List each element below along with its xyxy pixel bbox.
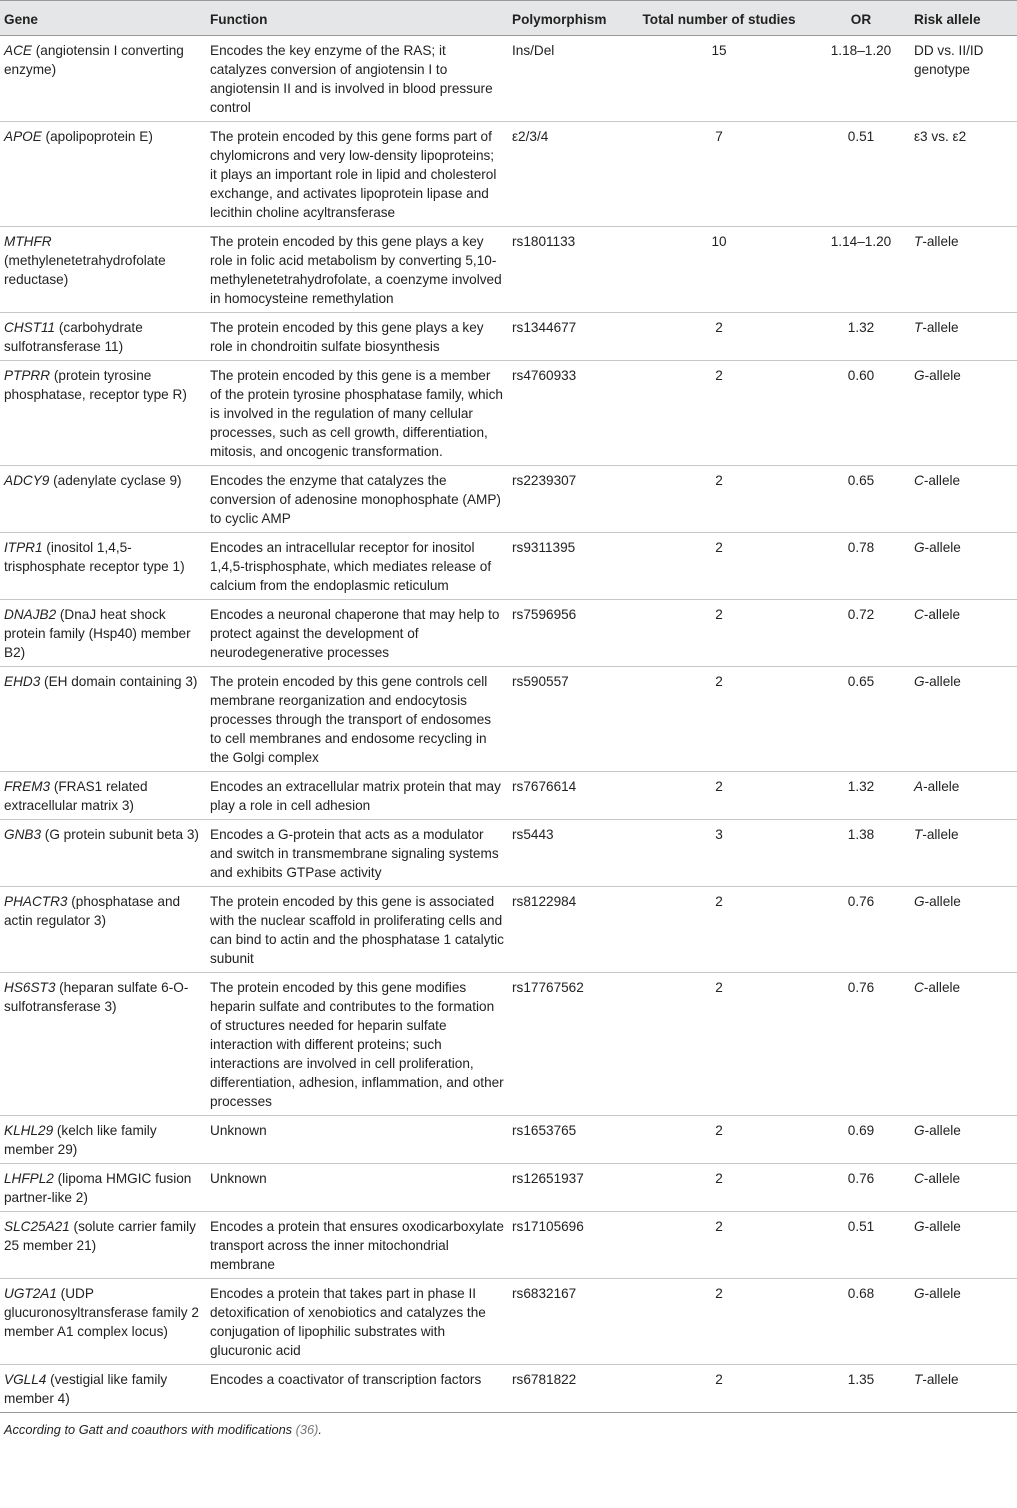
polymorphism-cell bbox=[508, 772, 626, 820]
gene-name: (vestigial like family member 4) bbox=[4, 1372, 168, 1406]
polymorphism-text: rs1801133 bbox=[512, 234, 576, 249]
table-row bbox=[0, 36, 1017, 122]
header-or: OR bbox=[812, 1, 910, 36]
risk-allele-text: -allele bbox=[922, 1372, 959, 1387]
polymorphism-cell bbox=[508, 122, 626, 227]
polymorphism-text: ε2/3/4 bbox=[512, 129, 549, 144]
gene-symbol: SLC25A21 bbox=[4, 1219, 70, 1234]
table-header-row bbox=[0, 1, 1017, 36]
function-text: The protein encoded by this gene controls cell membrane reorganization and endocytosis processes through the transport of endosomes to cell membranes and endosome recycling in the Golgi complex bbox=[210, 674, 492, 765]
risk-allele-text: -allele bbox=[922, 827, 959, 842]
table-row bbox=[0, 820, 1017, 887]
function-cell bbox=[206, 1279, 508, 1365]
risk-allele-letter: C bbox=[914, 1171, 924, 1186]
risk-allele-text: -allele bbox=[924, 540, 961, 555]
function-cell bbox=[206, 1365, 508, 1413]
risk-allele-text: -allele bbox=[924, 368, 961, 383]
gene-symbol: KLHL29 bbox=[4, 1123, 54, 1138]
function-cell bbox=[206, 1212, 508, 1279]
function-text: Unknown bbox=[210, 1171, 267, 1186]
risk-allele-letter: A bbox=[914, 779, 924, 794]
polymorphism-text: rs17105696 bbox=[512, 1219, 584, 1234]
footnote-end: . bbox=[318, 1422, 322, 1437]
risk-allele-text: -allele bbox=[924, 1286, 961, 1301]
function-text: The protein encoded by this gene is associated with the nuclear scaffold in proliferating cells and can bind to actin and the phosphatase 1 catalytic subunit bbox=[210, 894, 504, 966]
or-cell bbox=[812, 466, 910, 533]
function-text: The protein encoded by this gene modifies heparin sulfate and contributes to the formation of structures needed for heparin sulfate interaction with different proteins; such interactions are involved in cell proliferation, differentiation, adhesion, inflammation, and other processes bbox=[210, 980, 504, 1109]
or-value: 1.14–1.20 bbox=[830, 234, 892, 249]
function-text: Encodes a coactivator of transcription factors bbox=[210, 1372, 482, 1387]
polymorphism-cell bbox=[508, 973, 626, 1116]
or-cell bbox=[812, 1164, 910, 1212]
polymorphism-cell bbox=[508, 313, 626, 361]
studies-cell bbox=[626, 887, 812, 973]
risk-allele-text: -allele bbox=[923, 607, 961, 622]
gene-cell bbox=[0, 361, 206, 466]
risk-allele-text: -allele bbox=[924, 674, 961, 689]
gene-symbol: PTPRR bbox=[4, 368, 51, 383]
polymorphism-text: Ins/Del bbox=[512, 43, 555, 58]
gene-name: (FRAS1 related extracellular matrix 3) bbox=[4, 779, 148, 813]
gene-symbol: FREM3 bbox=[4, 779, 51, 794]
function-cell bbox=[206, 1164, 508, 1212]
risk-allele-cell bbox=[910, 122, 1017, 227]
gene-symbol: ACE bbox=[4, 43, 32, 58]
or-value: 0.72 bbox=[847, 607, 875, 622]
table-row bbox=[0, 122, 1017, 227]
gene-cell bbox=[0, 667, 206, 772]
function-text: Encodes an intracellular receptor for inositol 1,4,5-trisphosphate, which mediates release of calcium from the endoplasmic reticulum bbox=[210, 540, 492, 593]
function-text: The protein encoded by this gene plays a key role in folic acid metabolism by converting 5,10-methylenetetrahydrofolate, a coenzyme involved in homocysteine remethylation bbox=[210, 234, 502, 306]
or-value: 0.65 bbox=[847, 473, 875, 488]
studies-cell bbox=[626, 361, 812, 466]
risk-allele-letter: C bbox=[914, 980, 924, 995]
gene-name: (adenylate cyclase 9) bbox=[49, 473, 182, 488]
gene-cell bbox=[0, 1212, 206, 1279]
table-row bbox=[0, 1365, 1017, 1413]
function-text: Encodes a G-protein that acts as a modulator and switch in transmembrane signaling systems and exhibits GTPase activity bbox=[210, 827, 499, 880]
studies-count: 15 bbox=[711, 43, 727, 58]
header-gene: Gene bbox=[0, 1, 206, 36]
table-row bbox=[0, 533, 1017, 600]
header-polymorphism: Polymorphism bbox=[508, 1, 626, 36]
polymorphism-text: rs6832167 bbox=[512, 1286, 577, 1301]
or-cell bbox=[812, 1365, 910, 1413]
polymorphism-cell bbox=[508, 820, 626, 887]
gene-cell bbox=[0, 600, 206, 667]
polymorphism-cell bbox=[508, 1116, 626, 1164]
function-cell bbox=[206, 36, 508, 122]
studies-cell bbox=[626, 667, 812, 772]
or-value: 0.65 bbox=[847, 674, 875, 689]
or-value: 0.60 bbox=[847, 368, 875, 383]
gene-name: (UDP glucuronosyltransferase family 2 member A1 complex locus) bbox=[4, 1286, 199, 1339]
gene-symbol: MTHFR bbox=[4, 234, 52, 249]
studies-cell bbox=[626, 122, 812, 227]
gene-symbol: VGLL4 bbox=[4, 1372, 47, 1387]
studies-count: 2 bbox=[715, 473, 723, 488]
table-row bbox=[0, 1164, 1017, 1212]
function-text: The protein encoded by this gene plays a key role in chondroitin sulfate biosynthesis bbox=[210, 320, 484, 354]
gene-cell bbox=[0, 887, 206, 973]
risk-allele-cell bbox=[910, 1164, 1017, 1212]
studies-count: 2 bbox=[715, 779, 723, 794]
gene-symbol: HS6ST3 bbox=[4, 980, 56, 995]
studies-cell bbox=[626, 1365, 812, 1413]
polymorphism-text: rs12651937 bbox=[512, 1171, 584, 1186]
or-value: 0.51 bbox=[847, 1219, 875, 1234]
table-row bbox=[0, 313, 1017, 361]
gene-cell bbox=[0, 313, 206, 361]
studies-cell bbox=[626, 772, 812, 820]
risk-allele-text: -allele bbox=[923, 1171, 961, 1186]
risk-allele-text: -allele bbox=[924, 1123, 961, 1138]
function-cell bbox=[206, 466, 508, 533]
polymorphism-text: rs5443 bbox=[512, 827, 554, 842]
function-text: The protein encoded by this gene is a member of the protein tyrosine phosphatase family, which is involved in the regulation of many cellular processes, such as cell growth, differentiation, mitosis, and oncogenic transformation. bbox=[210, 368, 503, 459]
table-row bbox=[0, 227, 1017, 313]
function-cell bbox=[206, 600, 508, 667]
risk-allele-cell bbox=[910, 1279, 1017, 1365]
gene-cell bbox=[0, 820, 206, 887]
gene-symbol: APOE bbox=[4, 129, 42, 144]
or-value: 1.35 bbox=[847, 1372, 875, 1387]
gene-symbol: ADCY9 bbox=[4, 473, 50, 488]
gene-cell bbox=[0, 122, 206, 227]
risk-allele-letter: G bbox=[914, 368, 925, 383]
or-value: 1.38 bbox=[847, 827, 875, 842]
table-row bbox=[0, 772, 1017, 820]
or-value: 0.51 bbox=[847, 129, 875, 144]
function-text: The protein encoded by this gene forms part of chylomicrons and very low-density lipoproteins; it plays an important role in lipid and cholesterol exchange, and activates lipoprotein lipase and lecithin choline acyltransferase bbox=[210, 129, 497, 220]
or-value: 0.68 bbox=[847, 1286, 875, 1301]
or-cell bbox=[812, 227, 910, 313]
or-cell bbox=[812, 973, 910, 1116]
polymorphism-cell bbox=[508, 361, 626, 466]
or-value: 0.76 bbox=[847, 1171, 875, 1186]
or-value: 1.32 bbox=[847, 320, 875, 335]
gene-name: (EH domain containing 3) bbox=[40, 674, 198, 689]
risk-allele-letter: G bbox=[914, 1219, 925, 1234]
polymorphism-cell bbox=[508, 533, 626, 600]
gene-cell bbox=[0, 36, 206, 122]
studies-count: 3 bbox=[715, 827, 723, 842]
polymorphism-cell bbox=[508, 227, 626, 313]
studies-cell bbox=[626, 313, 812, 361]
studies-cell bbox=[626, 973, 812, 1116]
gene-cell bbox=[0, 1365, 206, 1413]
studies-cell bbox=[626, 1164, 812, 1212]
header-function: Function bbox=[206, 1, 508, 36]
or-cell bbox=[812, 887, 910, 973]
risk-allele-cell bbox=[910, 361, 1017, 466]
gene-symbol: EHD3 bbox=[4, 674, 41, 689]
function-cell bbox=[206, 533, 508, 600]
risk-allele-cell bbox=[910, 1365, 1017, 1413]
polymorphism-cell bbox=[508, 887, 626, 973]
gene-symbol: GNB3 bbox=[4, 827, 42, 842]
risk-allele-cell bbox=[910, 466, 1017, 533]
studies-cell bbox=[626, 1212, 812, 1279]
risk-allele-cell bbox=[910, 1116, 1017, 1164]
studies-count: 2 bbox=[715, 1286, 723, 1301]
gene-name: (protein tyrosine phosphatase, receptor type R) bbox=[4, 368, 187, 402]
table-row bbox=[0, 887, 1017, 973]
risk-allele-cell bbox=[910, 772, 1017, 820]
risk-allele-text: -allele bbox=[923, 980, 961, 995]
or-cell bbox=[812, 667, 910, 772]
risk-allele-text: -allele bbox=[923, 473, 961, 488]
header-risk-allele: Risk allele bbox=[910, 1, 1017, 36]
risk-allele-cell bbox=[910, 600, 1017, 667]
gene-name: (solute carrier family 25 member 21) bbox=[4, 1219, 196, 1253]
risk-allele-letter: G bbox=[914, 540, 925, 555]
gene-symbol: CHST11 bbox=[4, 320, 56, 335]
function-cell bbox=[206, 973, 508, 1116]
function-cell bbox=[206, 820, 508, 887]
gene-cell bbox=[0, 466, 206, 533]
table-row bbox=[0, 1212, 1017, 1279]
risk-allele-letter: G bbox=[914, 674, 925, 689]
polymorphism-text: rs590557 bbox=[512, 674, 569, 689]
risk-allele-text: -allele bbox=[924, 894, 961, 909]
footnote-reference-link[interactable]: (36) bbox=[295, 1422, 319, 1437]
or-cell bbox=[812, 600, 910, 667]
risk-allele-cell bbox=[910, 533, 1017, 600]
gene-name: (phosphatase and actin regulator 3) bbox=[4, 894, 181, 928]
studies-cell bbox=[626, 1116, 812, 1164]
gene-name: (G protein subunit beta 3) bbox=[41, 827, 199, 842]
or-value: 0.76 bbox=[847, 894, 875, 909]
risk-allele-letter: C bbox=[914, 473, 924, 488]
function-cell bbox=[206, 887, 508, 973]
function-cell bbox=[206, 361, 508, 466]
risk-allele-letter: G bbox=[914, 1123, 925, 1138]
or-value: 0.78 bbox=[847, 540, 875, 555]
or-cell bbox=[812, 1116, 910, 1164]
function-text: Encodes a neuronal chaperone that may help to protect against the development of neurodegenerative processes bbox=[210, 607, 500, 660]
function-text: Encodes the enzyme that catalyzes the conversion of adenosine monophosphate (AMP) to cyclic AMP bbox=[210, 473, 501, 526]
risk-allele-cell bbox=[910, 227, 1017, 313]
table-footnote bbox=[0, 1413, 1017, 1446]
footnote-text: According to Gatt and coauthors with modifications bbox=[4, 1422, 296, 1437]
studies-count: 2 bbox=[715, 1171, 723, 1186]
or-value: 0.69 bbox=[847, 1123, 875, 1138]
table-row bbox=[0, 1116, 1017, 1164]
polymorphism-text: rs1653765 bbox=[512, 1123, 577, 1138]
gene-name: (heparan sulfate 6-O-sulfotransferase 3) bbox=[4, 980, 189, 1014]
studies-count: 2 bbox=[715, 980, 723, 995]
or-value: 1.32 bbox=[847, 779, 875, 794]
risk-allele-letter: T bbox=[914, 827, 923, 842]
or-cell bbox=[812, 361, 910, 466]
studies-count: 7 bbox=[715, 129, 723, 144]
gene-name: (methylenetetrahydrofolate reductase) bbox=[4, 253, 166, 287]
polymorphism-text: rs2239307 bbox=[512, 473, 577, 488]
studies-count: 2 bbox=[715, 1372, 723, 1387]
risk-allele-cell bbox=[910, 667, 1017, 772]
or-cell bbox=[812, 313, 910, 361]
risk-allele-text: -allele bbox=[923, 779, 960, 794]
gene-cell bbox=[0, 1279, 206, 1365]
risk-allele-text: ε3 vs. ε2 bbox=[914, 129, 967, 144]
studies-cell bbox=[626, 466, 812, 533]
gene-cell bbox=[0, 1116, 206, 1164]
gene-symbol: ITPR1 bbox=[4, 540, 43, 555]
function-text: Unknown bbox=[210, 1123, 267, 1138]
polymorphism-cell bbox=[508, 1365, 626, 1413]
studies-count: 2 bbox=[715, 894, 723, 909]
polymorphism-text: rs17767562 bbox=[512, 980, 584, 995]
function-cell bbox=[206, 313, 508, 361]
studies-count: 2 bbox=[715, 1123, 723, 1138]
or-value: 0.76 bbox=[847, 980, 875, 995]
risk-allele-letter: T bbox=[914, 234, 923, 249]
or-cell bbox=[812, 820, 910, 887]
risk-allele-letter: G bbox=[914, 1286, 925, 1301]
polymorphism-cell bbox=[508, 667, 626, 772]
risk-allele-cell bbox=[910, 313, 1017, 361]
polymorphism-text: rs9311395 bbox=[512, 540, 576, 555]
polymorphism-cell bbox=[508, 36, 626, 122]
risk-allele-letter: T bbox=[914, 320, 923, 335]
or-cell bbox=[812, 772, 910, 820]
polymorphism-cell bbox=[508, 600, 626, 667]
risk-allele-letter: C bbox=[914, 607, 924, 622]
gene-name: (DnaJ heat shock protein family (Hsp40) member B2) bbox=[4, 607, 191, 660]
polymorphism-text: rs8122984 bbox=[512, 894, 577, 909]
risk-allele-text: -allele bbox=[924, 1219, 961, 1234]
studies-cell bbox=[626, 1279, 812, 1365]
table-row bbox=[0, 973, 1017, 1116]
risk-allele-text: -allele bbox=[922, 320, 959, 335]
function-cell bbox=[206, 667, 508, 772]
or-cell bbox=[812, 533, 910, 600]
gene-symbol: DNAJB2 bbox=[4, 607, 57, 622]
gene-name: (lipoma HMGIC fusion partner-like 2) bbox=[4, 1171, 192, 1205]
function-cell bbox=[206, 227, 508, 313]
table-row bbox=[0, 361, 1017, 466]
studies-count: 2 bbox=[715, 1219, 723, 1234]
studies-cell bbox=[626, 600, 812, 667]
gene-cell bbox=[0, 227, 206, 313]
studies-count: 2 bbox=[715, 320, 723, 335]
function-text: Encodes an extracellular matrix protein that may play a role in cell adhesion bbox=[210, 779, 501, 813]
polymorphism-text: rs6781822 bbox=[512, 1372, 577, 1387]
gene-cell bbox=[0, 1164, 206, 1212]
gene-name: (inositol 1,4,5-trisphosphate receptor type 1) bbox=[4, 540, 185, 574]
gene-name: (kelch like family member 29) bbox=[4, 1123, 157, 1157]
polymorphism-text: rs4760933 bbox=[512, 368, 577, 383]
or-cell bbox=[812, 1212, 910, 1279]
gene-name: (apolipoprotein E) bbox=[41, 129, 153, 144]
gene-symbol: PHACTR3 bbox=[4, 894, 68, 909]
risk-allele-cell bbox=[910, 820, 1017, 887]
or-cell bbox=[812, 1279, 910, 1365]
studies-cell bbox=[626, 533, 812, 600]
function-cell bbox=[206, 122, 508, 227]
studies-count: 2 bbox=[715, 607, 723, 622]
table-row bbox=[0, 1279, 1017, 1365]
studies-count: 2 bbox=[715, 540, 723, 555]
polymorphism-text: rs7676614 bbox=[512, 779, 577, 794]
function-text: Encodes the key enzyme of the RAS; it catalyzes conversion of angiotensin I to angiotensin II and is involved in blood pressure control bbox=[210, 43, 493, 115]
function-text: Encodes a protein that ensures oxodicarboxylate transport across the inner mitochondrial membrane bbox=[210, 1219, 504, 1272]
risk-allele-text: -allele bbox=[922, 234, 959, 249]
risk-allele-cell bbox=[910, 973, 1017, 1116]
or-cell bbox=[812, 36, 910, 122]
risk-allele-cell bbox=[910, 1212, 1017, 1279]
polymorphism-text: rs1344677 bbox=[512, 320, 577, 335]
risk-allele-letter: T bbox=[914, 1372, 923, 1387]
table-row bbox=[0, 466, 1017, 533]
polymorphism-cell bbox=[508, 1212, 626, 1279]
table-row bbox=[0, 600, 1017, 667]
polymorphism-cell bbox=[508, 466, 626, 533]
risk-allele-cell bbox=[910, 36, 1017, 122]
risk-allele-text: DD vs. II/ID genotype bbox=[914, 43, 984, 77]
gene-cell bbox=[0, 973, 206, 1116]
studies-count: 10 bbox=[711, 234, 727, 249]
gene-cell bbox=[0, 772, 206, 820]
or-value: 1.18–1.20 bbox=[830, 43, 892, 58]
polymorphism-cell bbox=[508, 1164, 626, 1212]
gene-name: (angiotensin I converting enzyme) bbox=[4, 43, 184, 77]
studies-count: 2 bbox=[715, 674, 723, 689]
studies-cell bbox=[626, 227, 812, 313]
gene-symbol: UGT2A1 bbox=[4, 1286, 57, 1301]
header-total-studies: Total number of studies bbox=[626, 1, 812, 36]
function-cell bbox=[206, 1116, 508, 1164]
risk-allele-cell bbox=[910, 887, 1017, 973]
studies-count: 2 bbox=[715, 368, 723, 383]
gene-symbol: LHFPL2 bbox=[4, 1171, 54, 1186]
or-cell bbox=[812, 122, 910, 227]
gene-cell bbox=[0, 533, 206, 600]
studies-cell bbox=[626, 36, 812, 122]
gene-name: (carbohydrate sulfotransferase 11) bbox=[4, 320, 143, 354]
function-cell bbox=[206, 772, 508, 820]
function-text: Encodes a protein that takes part in phase II detoxification of xenobiotics and catalyzes the conjugation of lipophilic substrates with glucuronic acid bbox=[210, 1286, 486, 1358]
polymorphism-cell bbox=[508, 1279, 626, 1365]
studies-cell bbox=[626, 820, 812, 887]
table-row bbox=[0, 667, 1017, 772]
polymorphism-text: rs7596956 bbox=[512, 607, 577, 622]
risk-allele-letter: G bbox=[914, 894, 925, 909]
